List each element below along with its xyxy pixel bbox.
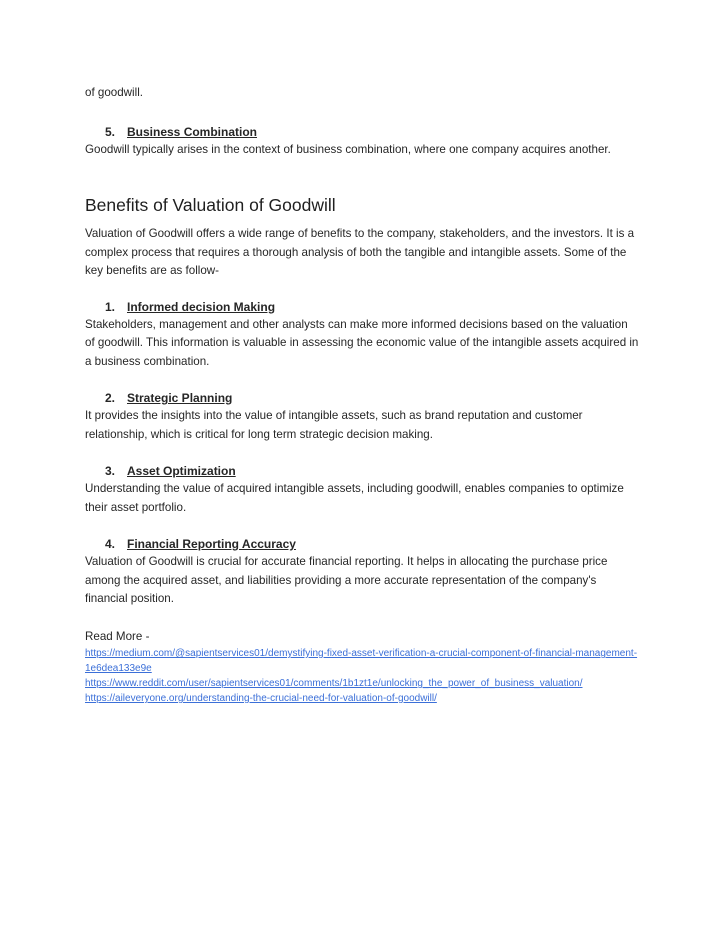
list-item-number: 2. xyxy=(105,391,116,405)
read-more-link-medium[interactable]: https://medium.com/@sapientservices01/demystifying-fixed-asset-verification-a-crucial-component-of-financial-management-1e6dea133e9e xyxy=(85,648,638,674)
list-item-number: 3. xyxy=(105,464,116,478)
section-intro: Valuation of Goodwill offers a wide range of benefits to the company, stakeholders, and the investors. It is a complex process that requires a thorough analysis of both the tangible and intangible assets. Some of the key benefits are as follow- xyxy=(85,227,635,277)
list-item-body: It provides the insights into the value of intangible assets, such as brand reputation and customer relationship, which is critical for long term strategic decision making. xyxy=(85,409,583,441)
list-item-title: Business Combination xyxy=(127,124,258,139)
list-item-title: Financial Reporting Accuracy xyxy=(127,537,296,551)
list-item-title: Strategic Planning xyxy=(127,391,233,405)
list-item-heading xyxy=(85,389,640,407)
list-item-body: Stakeholders, management and other analysts can make more informed decisions based on the valuation of goodwill. This information is valuable in assessing the economic value of the intangible assets acquired in a business combination. xyxy=(85,317,639,368)
list-item-body: Goodwill typically arises in the context of business combination, where one company acquires another. xyxy=(85,142,611,156)
read-more-label: Read More - xyxy=(85,629,150,643)
intro-fragment: of goodwill. xyxy=(85,86,144,99)
section-heading: Benefits of Valuation of Goodwill xyxy=(85,195,336,215)
read-more-link-reddit[interactable]: https://www.reddit.com/user/sapientservices01/comments/1b1zt1e/unlocking_the_power_of_business_valuation/ xyxy=(85,678,583,689)
list-item-number: 4. xyxy=(105,537,116,551)
read-more-link-aileveryone[interactable]: https://aileveryone.org/understanding-the-crucial-need-for-valuation-of-goodwill/ xyxy=(85,693,437,704)
list-item-heading xyxy=(85,462,640,480)
list-item-body: Valuation of Goodwill is crucial for accurate financial reporting. It helps in allocating the purchase price among the acquired asset, and liabilities providing a more accurate representation of the company's financial position. xyxy=(85,555,608,605)
list-item-body: Understanding the value of acquired intangible assets, including goodwill, enables companies to optimize their asset portfolio. xyxy=(85,482,624,514)
list-item-number: 5. xyxy=(105,124,116,139)
list-item-title: Asset Optimization xyxy=(127,464,236,478)
list-item-heading xyxy=(85,123,640,141)
list-item-heading xyxy=(85,298,640,316)
list-item-number: 1. xyxy=(105,299,116,314)
document-page xyxy=(85,84,640,706)
list-item-heading xyxy=(85,535,640,553)
list-item-title: Informed decision Making xyxy=(127,299,276,314)
